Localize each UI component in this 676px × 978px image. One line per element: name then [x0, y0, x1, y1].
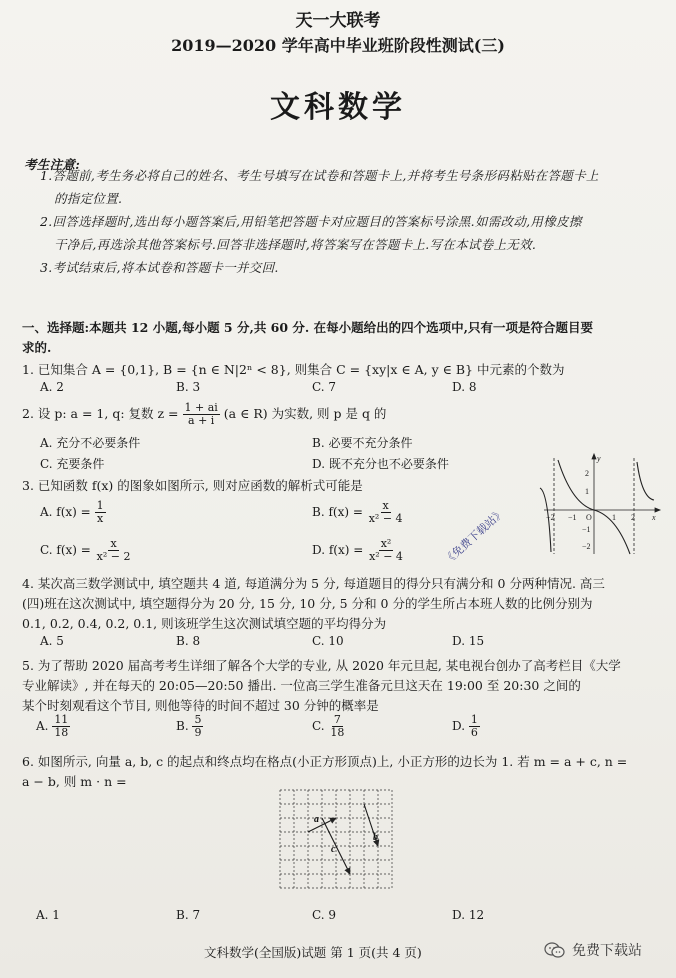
q2-option-a: A. 充分不必要条件 — [40, 436, 141, 450]
vector-a — [308, 818, 336, 832]
notice-line-4: 干净后,再选涂其他答案标号.回答非选择题时,将答案写在答题卡上.写在本试卷上无效. — [54, 237, 537, 252]
q5-a-frac — [52, 714, 70, 739]
q2-stem-a: 2. 设 p: a = 1, q: 复数 z = — [22, 406, 179, 421]
q5-d-frac — [469, 714, 480, 739]
q5-d-label: D. — [452, 719, 466, 733]
q6-option-a: A. 1 — [36, 908, 60, 922]
q5-c-frac — [328, 714, 346, 739]
q5-a-den: 18 — [54, 726, 69, 739]
y-tick-neg2: −2 — [582, 542, 591, 551]
q2-stem-b: (a ∈ R) 为实数, 则 p 是 q 的 — [223, 406, 387, 421]
q6-vector-grid — [276, 786, 400, 898]
q1-option-d: D. 8 — [452, 380, 477, 394]
notice-line-3: 2.回答选择题时,选出每小题答案后,用铅笔把答题卡对应题目的答案标号涂黑.如需改动,用橡皮擦 — [40, 214, 582, 229]
q4-option-a: A. 5 — [40, 634, 64, 648]
q1-stem: 1. 已知集合 A = {0,1}, B = {n ∈ N|2ⁿ < 8}, 则集合 C = {xy|x ∈ A, y ∈ B} 中元素的个数为 — [22, 362, 565, 377]
q5-b-label: B. — [176, 719, 189, 733]
q5-line-2: 专业解读》, 并在每天的 20:05—20:50 播出. 一位高三学生准备元旦这天在 19:00 至 20:30 之间的 — [22, 678, 581, 693]
exam-org: 天一大联考 — [295, 11, 381, 31]
q3-d-frac — [367, 538, 405, 563]
q5-d-den: 6 — [470, 726, 478, 739]
q1-option-b: B. 3 — [176, 380, 201, 394]
notice-line-1: 1.答题前,考生务必将自己的姓名、考生号填写在试卷和答题卡上,并将考生号条形码粘贴在答题卡上 — [40, 168, 599, 183]
y-tick-2: 2 — [585, 469, 589, 478]
y-tick-neg1: −1 — [582, 525, 591, 534]
q5-d-num: 1 — [470, 713, 478, 726]
q5-c-label: C. — [312, 719, 325, 733]
q3-b-frac — [367, 500, 405, 525]
q2-frac-den: a + i — [188, 414, 215, 427]
section-heading: 一、选择题:本题共 12 小题,每小题 5 分,共 60 分. 在每小题给出的四个选项中,只有一项是符合题目要 — [22, 320, 593, 335]
q3-c-den: x² − 2 — [96, 550, 131, 563]
x-tick-neg1: −1 — [568, 513, 577, 522]
y-arrow-icon — [592, 454, 596, 459]
q3-option-c — [40, 538, 132, 563]
q6-option-d: D. 12 — [452, 908, 485, 922]
x-tick-1: 1 — [612, 513, 616, 522]
q4-option-c: C. 10 — [312, 634, 344, 648]
q5-a-num: 11 — [54, 713, 69, 726]
q2-option-d: D. 既不充分也不必要条件 — [312, 457, 449, 471]
q3-d-label: D. f(x) = — [312, 543, 364, 557]
q3-stem: 3. 已知函数 f(x) 的图象如图所示, 则对应函数的解析式可能是 — [22, 478, 363, 493]
q5-line-1: 5. 为了帮助 2020 届高考考生详细了解各个大学的专业, 从 2020 年元旦起, 某电视台创办了高考栏目《大学 — [22, 658, 621, 673]
q5-b-num: 5 — [194, 713, 202, 726]
watermark-badge — [544, 940, 642, 960]
vector-a-label: a — [314, 814, 319, 825]
subject-title: 文科数学 — [270, 90, 406, 125]
q3-d-den: x² − 4 — [369, 550, 403, 563]
q3-a-label: A. f(x) = — [40, 505, 91, 519]
q5-line-3: 某个时刻观看这个节目, 则他等待的时间不超过 30 分钟的概率是 — [22, 698, 379, 713]
q5-a-label: A. — [36, 719, 49, 733]
q3-c-frac — [95, 538, 133, 563]
q3-option-d — [312, 538, 405, 563]
q3-option-b — [312, 500, 405, 525]
q2-fraction — [183, 402, 220, 427]
notice-line-5: 3.考试结束后,将本试卷和答题卡一并交回. — [40, 260, 279, 275]
stamp-watermark: 《免费下载站》 — [441, 505, 508, 568]
q4-line-2: (四)班在这次测试中, 填空题得分为 20 分, 15 分, 10 分, 5 分和 0 分的学生所占本班人数的比例分别为 — [22, 596, 593, 611]
graph-y-label: y — [597, 454, 601, 463]
q3-a-frac — [95, 500, 106, 525]
graph-x-label: x — [652, 513, 656, 522]
q3-a-den: x — [96, 512, 104, 525]
q6-option-b: B. 7 — [176, 908, 201, 922]
q6-line-2: a − b, 则 m · n = — [22, 774, 127, 789]
q4-line-1: 4. 某次高三数学测试中, 填空题共 4 道, 每道满分为 5 分, 每道题目的得分只有满分和 0 分两种情况. 高三 — [22, 576, 605, 591]
q5-option-a — [36, 714, 70, 739]
q5-c-den: 18 — [330, 726, 345, 739]
q6-option-c: C. 9 — [312, 908, 337, 922]
q3-c-label: C. f(x) = — [40, 543, 91, 557]
q3-c-num: x — [110, 537, 117, 550]
graph-origin: O — [586, 513, 592, 522]
q3-option-a — [40, 500, 106, 525]
y-tick-1: 1 — [585, 487, 589, 496]
page-footer: 文科数学(全国版)试题 第 1 页(共 4 页) — [204, 945, 422, 960]
q2-option-c: C. 充要条件 — [40, 457, 105, 471]
q5-b-den: 9 — [194, 726, 202, 739]
q1-option-a: A. 2 — [40, 380, 64, 394]
q6-line-1: 6. 如图所示, 向量 a, b, c 的起点和终点均在格点(小正方形顶点)上, 小正方形的边长为 1. 若 m = a + c, n = — [22, 754, 628, 769]
q4-option-b: B. 8 — [176, 634, 201, 648]
q3-a-num: 1 — [96, 499, 104, 512]
q3-d-num: x² — [380, 537, 392, 550]
section-heading-cont: 求的. — [22, 340, 52, 355]
q5-c-num: 7 — [333, 713, 341, 726]
wechat-icon — [544, 941, 566, 959]
q3-b-den: x² − 4 — [368, 512, 403, 525]
notice-line-2: 的指定位置. — [54, 191, 123, 206]
q2-frac-num: 1 + ai — [184, 401, 218, 414]
q3-b-label: B. f(x) = — [312, 505, 363, 519]
q1-option-c: C. 7 — [312, 380, 337, 394]
watermark-text: 免费下载站 — [572, 943, 642, 959]
notice-title: 考生注意: — [24, 157, 81, 172]
q2-option-b: B. 必要不充分条件 — [312, 436, 413, 450]
q5-option-c — [312, 714, 346, 739]
q2-stem — [22, 402, 386, 427]
q4-option-d: D. 15 — [452, 634, 485, 648]
q3-b-num: x — [382, 499, 389, 512]
q5-option-b — [176, 714, 203, 739]
x-arrow-icon — [655, 508, 660, 512]
q5-b-frac — [192, 714, 203, 739]
vector-b-label: b — [373, 832, 378, 843]
vector-c-label: c — [331, 844, 336, 855]
q4-line-3: 0.1, 0.2, 0.4, 0.2, 0.1, 则该班学生这次测试填空题的平均得分为 — [22, 616, 387, 631]
exam-title: 2019—2020 学年高中毕业班阶段性测试(三) — [171, 36, 505, 55]
x-tick-neg2: −2 — [546, 513, 555, 522]
curve-right-branch — [637, 462, 654, 500]
q5-option-d — [452, 714, 480, 739]
q3-function-graph — [536, 448, 666, 558]
x-tick-2: 2 — [631, 513, 635, 522]
